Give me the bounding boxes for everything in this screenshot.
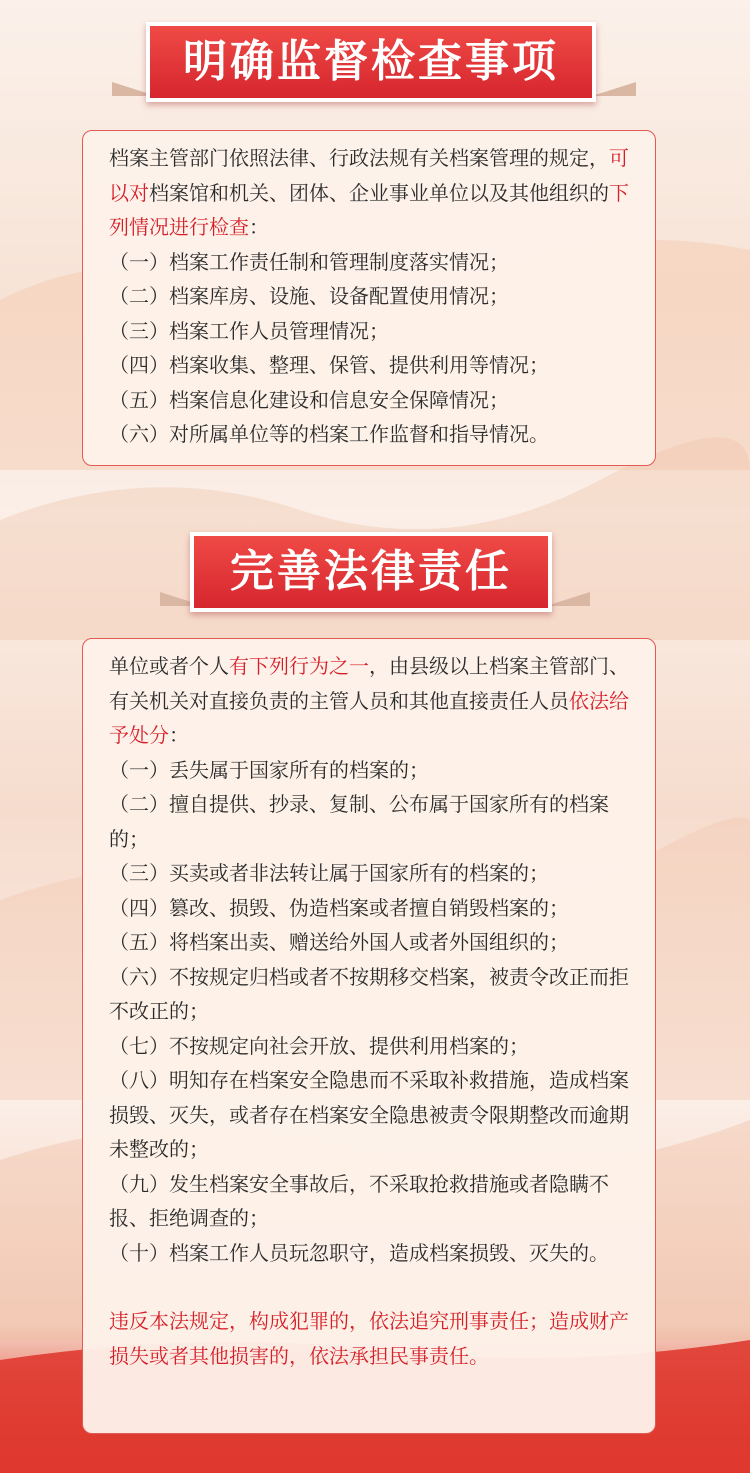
banner-right-ribbon (592, 68, 636, 96)
list-item: （二）擅自提供、抄录、复制、公布属于国家所有的档案的； (109, 792, 609, 851)
intro-text: 档案主管部门依照法律、行政法规有关档案管理的规定， (109, 146, 609, 170)
intro-text: ： (249, 215, 269, 239)
list-item: （一）档案工作责任制和管理制度落实情况； (109, 249, 509, 274)
section2-intro (109, 649, 629, 753)
section2-banner (0, 532, 750, 612)
closing-statement: 违反本法规定，构成犯罪的，依法追究刑事责任；造成财产损失或者其他损害的，依法承担民事责任。 (109, 1309, 629, 1368)
intro-highlight: 有下列行为之一 (229, 654, 369, 678)
section1-content-box (82, 130, 656, 466)
list-item: （一）丢失属于国家所有的档案的； (109, 757, 429, 782)
list-item: （三）档案工作人员管理情况； (109, 318, 389, 343)
intro-highlight: 依法给予处分 (109, 688, 629, 747)
list-item: （五）将档案出卖、赠送给外国人或者外国组织的； (109, 930, 569, 954)
spacer (109, 1270, 629, 1304)
section2-title: 完善法律责任 (190, 532, 552, 612)
section1-title: 明确监督检查事项 (146, 22, 596, 102)
list-item: （十）档案工作人员玩忽职守，造成档案损毁、灭失的。 (109, 1240, 609, 1265)
list-item: （五）档案信息化建设和信息安全保障情况； (109, 387, 509, 412)
intro-text: ，由县级以上档案主管部门、有关机关对直接负责的主管人员和其他直接责任人员 (109, 654, 629, 713)
list-item: （六）不按规定归档或者不按期移交档案，被责令改正而拒不改正的； (109, 964, 629, 1023)
list-item: （四）档案收集、整理、保管、提供利用等情况； (109, 353, 549, 377)
list-item: （九）发生档案安全事故后，不采取抢救措施或者隐瞒不报、拒绝调查的； (109, 1171, 609, 1230)
list-item: （四）篡改、损毁、伪造档案或者擅自销毁档案的； (109, 895, 569, 920)
list-item: （六）对所属单位等的档案工作监督和指导情况。 (109, 422, 549, 446)
section1-intro (109, 141, 629, 245)
list-item: （二）档案库房、设施、设备配置使用情况； (109, 284, 509, 308)
intro-text: ： (169, 723, 189, 747)
section1-banner (0, 22, 750, 102)
list-item: （三）买卖或者非法转让属于国家所有的档案的； (109, 861, 549, 885)
intro-highlight: 下列情况进行检查 (109, 180, 629, 239)
intro-highlight: 可以对 (109, 146, 629, 205)
intro-text: 单位或者个人 (109, 654, 229, 678)
list-item: （七）不按规定向社会开放、提供利用档案的； (109, 1033, 529, 1058)
banner-right-ribbon (546, 578, 590, 606)
list-item: （八）明知存在档案安全隐患而不采取补救措施，造成档案损毁、灭失，或者存在档案安全隐患被责令限期整改而逾期未整改的； (109, 1068, 629, 1161)
intro-text: 档案馆和机关、团体、企业事业单位以及其他组织的 (149, 180, 609, 205)
section2-content-box (82, 638, 656, 1434)
